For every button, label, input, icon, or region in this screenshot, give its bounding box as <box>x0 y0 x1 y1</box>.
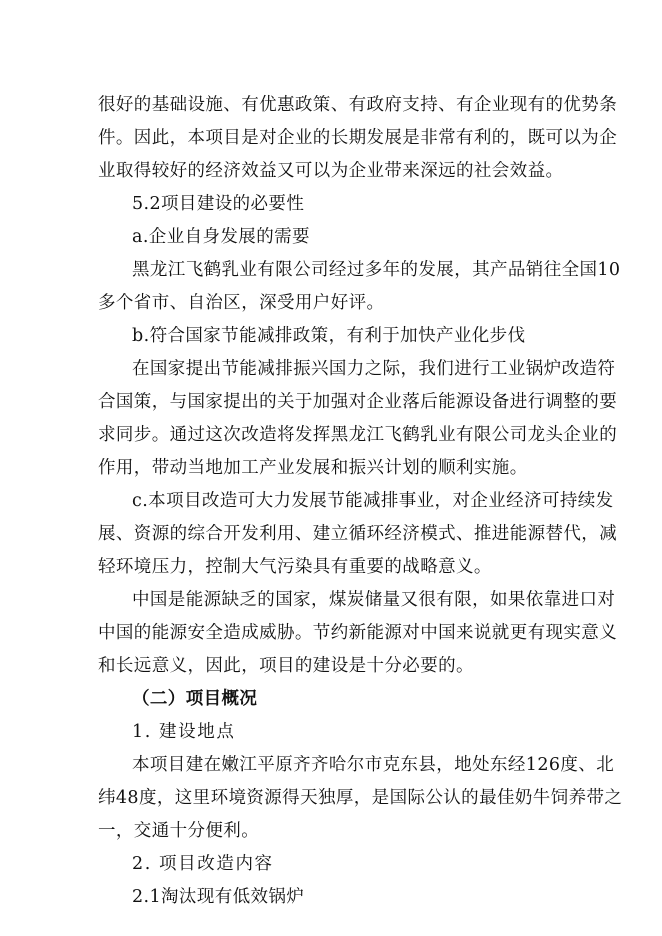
subsection-heading: b.符合国家节能减排政策，有利于加快产业化步伐 <box>132 326 526 346</box>
paragraph-line: 中国是能源缺乏的国家，煤炭储量又很有限，如果依靠进口对 <box>132 590 616 610</box>
paragraph-line: 一，交通十分便利。 <box>98 821 260 841</box>
subsection-heading: 2. 项目改造内容 <box>132 854 274 874</box>
paragraph-line: 本项目建在嫩江平原齐齐哈尔市克东县，地处东经126度、北 <box>132 755 615 775</box>
paragraph-line: 在国家提出节能减排振兴国力之际，我们进行工业锅炉改造符 <box>132 359 616 379</box>
paragraph-line: 纬48度，这里环境资源得天独厚，是国际公认的最佳奶牛饲养带之 <box>98 788 623 808</box>
paragraph-line: 展、资源的综合开发利用、建立循环经济模式、推进能源替代，减 <box>98 524 618 544</box>
paragraph-line: 和长远意义，因此，项目的建设是十分必要的。 <box>98 656 474 676</box>
subsection-heading: 1. 建设地点 <box>132 722 236 742</box>
paragraph-line: 件。因此，本项目是对企业的长期发展是非常有利的，既可以为企 <box>98 128 618 148</box>
paragraph-line: 中国的能源安全造成威胁。节约新能源对中国来说就更有现实意义 <box>98 623 618 643</box>
paragraph-line: 很好的基础设施、有优惠政策、有政府支持、有企业现有的优势条 <box>98 95 618 115</box>
section-heading: 5.2项目建设的必要性 <box>132 194 305 214</box>
paragraph-line: 轻环境压力，控制大气污染具有重要的战略意义。 <box>98 557 492 577</box>
subsection-heading: a.企业自身发展的需要 <box>132 227 310 247</box>
paragraph-line: 求同步。通过这次改造将发挥黑龙江飞鹤乳业有限公司龙头企业的 <box>98 425 618 445</box>
paragraph-line: 多个省市、自治区，深受用户好评。 <box>98 293 385 313</box>
subsection-heading: 2.1淘汰现有低效锅炉 <box>132 887 305 907</box>
paragraph-line: 作用，带动当地加工产业发展和振兴计划的顺利实施。 <box>98 458 528 478</box>
paragraph-line: 业取得较好的经济效益又可以为企业带来深远的社会效益。 <box>98 161 564 181</box>
chapter-heading: （二）项目概况 <box>132 689 258 709</box>
paragraph-line: c.本项目改造可大力发展节能减排事业，对企业经济可持续发 <box>132 491 614 511</box>
paragraph-line: 黑龙江飞鹤乳业有限公司经过多年的发展，其产品销往全国10 <box>132 260 621 280</box>
paragraph-line: 合国策，与国家提出的关于加强对企业落后能源设备进行调整的要 <box>98 392 618 412</box>
